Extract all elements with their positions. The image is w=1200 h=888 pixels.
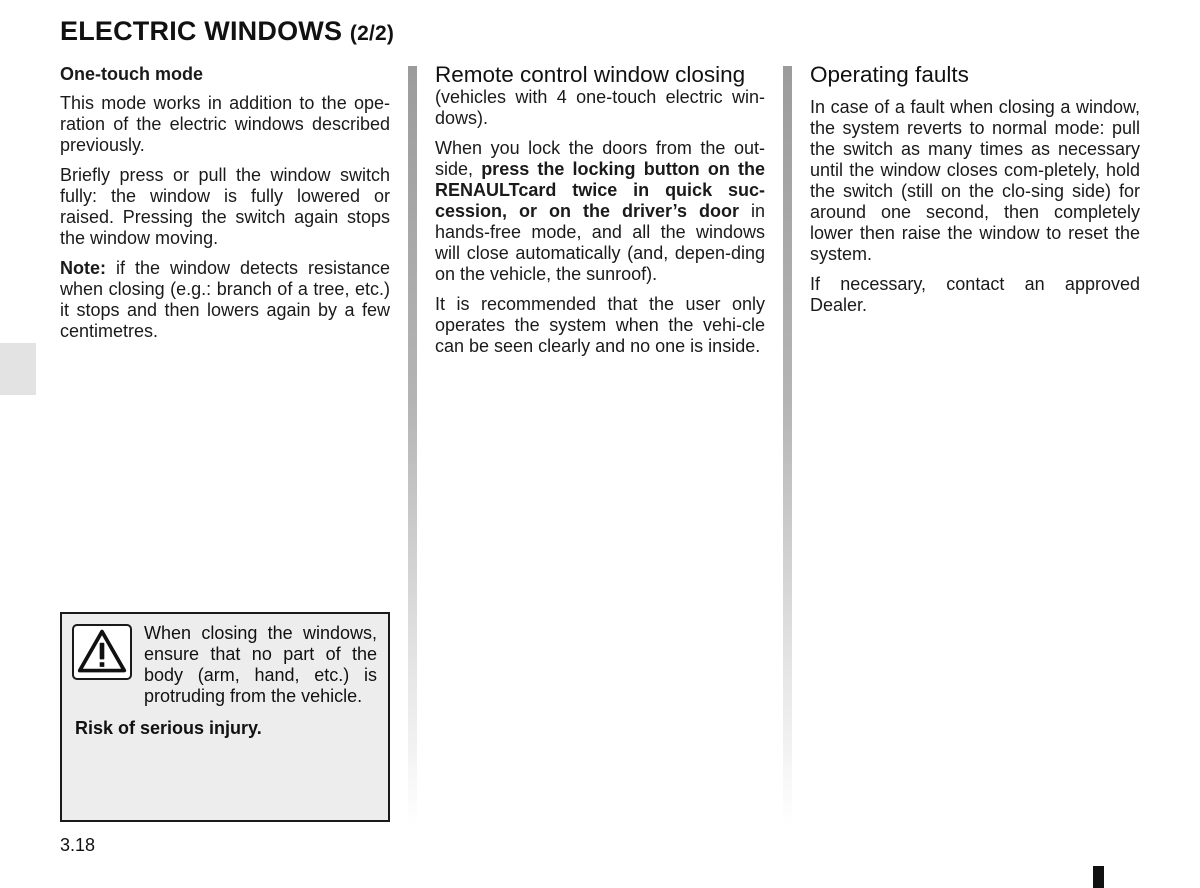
column-remote-control [435, 62, 765, 366]
page-corner-mark [1093, 866, 1104, 888]
warning-text: When closing the windows, ensure that no part of the body (arm, hand, etc.) is protruding from the vehicle. [144, 623, 377, 706]
note-paragraph [60, 258, 390, 342]
page-title [60, 16, 394, 47]
column-one-touch-mode [60, 62, 390, 351]
paragraph: If necessary, contact an approved Dealer. [810, 274, 1140, 315]
note-label: Note: [60, 258, 106, 278]
column-divider [408, 66, 417, 826]
column-operating-faults [810, 62, 1140, 325]
paragraph: It is recommended that the user only operates the system when the vehi-cle can be seen clearly and no one is inside. [435, 294, 765, 356]
warning-triangle-icon-graphic [74, 626, 130, 678]
paragraph: In case of a fault when closing a window, the system reverts to normal mode: pull the switch as many times as necessary until the window closes com-pletely, hold the switch (still on the clo-sing side) for around one second, then completely lower then raise the window to reset the system. [810, 97, 1140, 264]
note-text: if the window detects resistance when closing (e.g.: branch of a tree, etc.) it stops and then lowers again by a few centimetres. [60, 258, 390, 341]
paragraph-text: in hands-free mode, and all the windows will close automatically (and, depen-ding on the vehicle, the sunroof). [435, 201, 765, 284]
page-title-text: ELECTRIC WINDOWS [60, 16, 343, 46]
chapter-side-tab [0, 343, 36, 395]
paragraph-bold-text: press the locking button on the RENAULTcard twice in quick suc-cession, or on the driver’s door [435, 159, 765, 221]
warning-risk-text: Risk of serious injury. [75, 718, 262, 738]
warning-box [60, 612, 390, 822]
paragraph-text: When you lock the doors from the out-side, [435, 138, 765, 179]
page-title-suffix: (2/2) [349, 22, 395, 45]
section-title-operating-faults: Operating faults [810, 62, 969, 87]
page-number: 3.18 [60, 835, 96, 855]
section-heading-one-touch: One-touch mode [60, 64, 203, 84]
paragraph: Briefly press or pull the window switch fully: the window is fully lowered or raised. Pressing the switch again stops the window moving. [60, 165, 390, 248]
section-title-remote-control: Remote control window closing [435, 62, 746, 87]
paragraph: This mode works in addition to the ope-ration of the electric windows described previously. [60, 93, 390, 155]
warning-triangle-icon [72, 624, 132, 680]
paragraph [435, 138, 765, 285]
column-divider [783, 66, 792, 826]
section-subtitle: (vehicles with 4 one-touch electric win-dows). [435, 87, 765, 128]
